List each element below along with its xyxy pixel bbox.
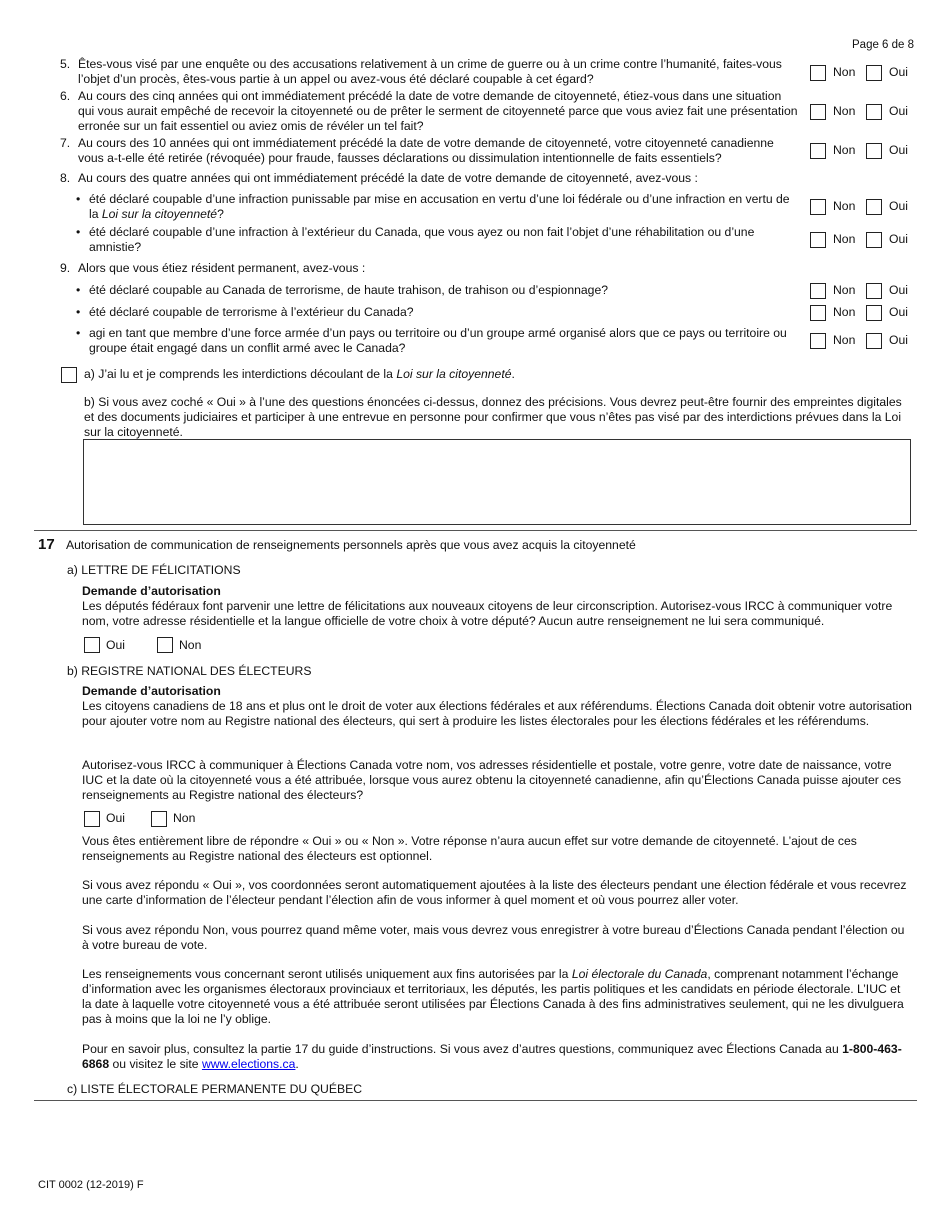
non-label: Non <box>833 104 856 118</box>
subsection-a-text: Les députés fédéraux font parvenir une lettre de félicitations aux nouveaux citoyens de leur circonscription. Autorisez-vous IRCC à communiquer votre nom, votre adresse résidentielle et la langue officielle de votre choix à votre député? Aucun autre renseignement ne lui sera communiqué. <box>82 599 893 628</box>
oui-label: Oui <box>889 65 908 79</box>
question-text: Au cours des cinq années qui ont immédiatement précédé la date de votre demande de citoyenneté, étiez-vous dans une situation qui vous aurait empêché de recevoir la citoyenneté ou de prêter le serment de citoyenneté parce que vous aviez fait une présentation erronée sur un fait essentiel ou aviez omis de révéler un tel fait? <box>78 89 798 133</box>
q9-3-non-checkbox[interactable] <box>810 333 826 349</box>
letter-non-checkbox[interactable] <box>157 637 173 653</box>
non-label: Non <box>833 65 856 79</box>
question-7 <box>60 136 800 166</box>
q9-bullet-3 <box>76 326 791 356</box>
details-textarea[interactable] <box>83 439 911 525</box>
non-label: Non <box>179 638 202 652</box>
q5-non-checkbox[interactable] <box>810 65 826 81</box>
oui-label: Oui <box>889 232 908 246</box>
oui-label: Oui <box>889 104 908 118</box>
q9-1-non-checkbox[interactable] <box>810 283 826 299</box>
q7-oui-checkbox[interactable] <box>866 143 882 159</box>
non-label: Non <box>833 232 856 246</box>
q8-1-non-checkbox[interactable] <box>810 199 826 215</box>
bullet: • <box>76 305 81 319</box>
bullet: • <box>76 225 81 239</box>
non-label: Non <box>833 283 856 297</box>
acknowledge-text: a) J’ai lu et je comprends les interdictions découlant de la Loi sur la citoyenneté. <box>84 367 515 381</box>
non-label: Non <box>833 305 856 319</box>
subsection-c-heading: c) LISTE ÉLECTORALE PERMANENTE DU QUÉBEC <box>67 1082 363 1096</box>
bullet-text: été déclaré coupable de terrorisme à l’extérieur du Canada? <box>89 305 414 319</box>
q8-bullet-2 <box>76 225 791 255</box>
oui-label: Oui <box>106 638 125 652</box>
q8-2-non-checkbox[interactable] <box>810 232 826 248</box>
question-text: Êtes-vous visé par une enquête ou des accusations relativement à un crime de guerre ou à un crime contre l’humanité, faites-vous l’objet d’un procès, êtes-vous partie à un appel ou avez-vous été déclaré coupable à cet égard? <box>78 57 782 86</box>
subsection-a-heading: a) LETTRE DE FÉLICITATIONS <box>67 563 241 577</box>
elections-phone: 1-800-463-6868 <box>82 1042 902 1071</box>
registry-oui-checkbox[interactable] <box>84 811 100 827</box>
non-label: Non <box>833 333 856 347</box>
question-number: 5. <box>60 57 71 71</box>
registry-non-checkbox[interactable] <box>151 811 167 827</box>
question-number: 7. <box>60 136 71 150</box>
subsection-a-subheading: Demande d’autorisation <box>82 584 221 598</box>
bullet: • <box>76 192 81 206</box>
letter-oui-checkbox[interactable] <box>84 637 100 653</box>
elections-website-link[interactable]: www.elections.ca <box>201 1057 296 1071</box>
registry-paragraph-4: Si vous avez répondu « Oui », vos coordonnées seront automatiquement ajoutées à la liste des électeurs pendant une élection fédérale et vous recevrez une carte d’information de l’électeur pendant l’élection afin de vous informer à quel moment et où vous pourrez aller voter. <box>82 878 907 907</box>
q6-non-checkbox[interactable] <box>810 104 826 120</box>
q8-1-oui-checkbox[interactable] <box>866 199 882 215</box>
registry-paragraph-2: Autorisez-vous IRCC à communiquer à Élections Canada votre nom, vos adresses résidentielle et postale, votre genre, votre date de naissance, votre IUC et la date où la citoyenneté vous a été attribuée, lorsque vous aurez obtenu la citoyenneté canadienne, afin qu’Élections Canada puisse ajouter ces renseignements au Registre national des électeurs? <box>82 758 902 802</box>
bullet-text: été déclaré coupable d’une infraction punissable par mise en accusation en vertu d’une loi fédérale ou d’une infraction en vertu de la Loi sur la citoyenneté? <box>89 192 790 221</box>
question-6 <box>60 89 800 134</box>
page-number: Page 6 de 8 <box>852 39 915 51</box>
acknowledge-checkbox[interactable] <box>61 367 77 383</box>
details-instructions: b) Si vous avez coché « Oui » à l’une des questions énoncées ci-dessus, donnez des précisions. Vous devrez peut-être fournir des empreintes digitales et des documents judiciaires et participer à une entrevue en personne pour confirmer que vous n’êtes pas visé par des interdictions prévues dans la Loi sur la citoyenneté. <box>84 395 902 439</box>
q5-oui-checkbox[interactable] <box>866 65 882 81</box>
question-8 <box>60 171 820 186</box>
question-text: Au cours des quatre années qui ont immédiatement précédé la date de votre demande de citoyenneté, avez-vous : <box>78 171 698 185</box>
oui-label: Oui <box>889 283 908 297</box>
subsection-b-heading: b) REGISTRE NATIONAL DES ÉLECTEURS <box>67 664 312 678</box>
q9-2-oui-checkbox[interactable] <box>866 305 882 321</box>
question-number: 8. <box>60 171 71 185</box>
oui-label: Oui <box>889 333 908 347</box>
registry-paragraph-6: Les renseignements vous concernant seront utilisés uniquement aux fins autorisées par la Loi électorale du Canada, comprenant notamment l’échange d’information avec les organismes électoraux provinciaux et territoriaux, les députés, les partis politiques et les candidats en période électorale. L’IUC et la date à laquelle votre citoyenneté vous a été attribuée seront utilisées par Élections Canada à des fins administratives seulement, qui ne les divulguera pas à moins que la loi ne l’y oblige. <box>82 967 904 1026</box>
question-number: 9. <box>60 261 71 275</box>
q9-bullet-2 <box>76 305 791 320</box>
question-text: Alors que vous étiez résident permanent, avez-vous : <box>78 261 366 275</box>
q8-2-oui-checkbox[interactable] <box>866 232 882 248</box>
bullet-text: été déclaré coupable au Canada de terrorisme, de haute trahison, de trahison ou d’espionnage? <box>89 283 609 297</box>
q9-3-oui-checkbox[interactable] <box>866 333 882 349</box>
non-label: Non <box>833 199 856 213</box>
q6-oui-checkbox[interactable] <box>866 104 882 120</box>
non-label: Non <box>833 143 856 157</box>
question-text: Au cours des 10 années qui ont immédiatement précédé la date de votre demande de citoyenneté, votre citoyenneté canadienne vous a-t-elle été retirée (révoquée) pour fraude, fausses déclarations ou dissimulation intentionnelle de faits essentiels? <box>78 136 774 165</box>
registry-paragraph-3: Vous êtes entièrement libre de répondre « Oui » ou « Non ». Votre réponse n’aura aucun effet sur votre demande de citoyenneté. L’ajout de ces renseignements au Registre national des électeurs est optionnel. <box>82 834 857 863</box>
question-9 <box>60 261 800 276</box>
bullet: • <box>76 326 81 340</box>
section-title: Autorisation de communication de renseignements personnels après que vous avez acquis la citoyenneté <box>66 538 636 552</box>
oui-label: Oui <box>889 305 908 319</box>
section-number: 17 <box>38 536 55 553</box>
oui-label: Oui <box>889 143 908 157</box>
registry-paragraph-1: Les citoyens canadiens de 18 ans et plus ont le droit de voter aux élections fédérales et aux référendums. Élections Canada doit obtenir votre autorisation pour ajouter votre nom au Registre national des électeurs, qui sert à produire les listes électorales pour les élections fédérales et les référendums. <box>82 699 912 728</box>
registry-paragraph-5: Si vous avez répondu Non, vous pourrez quand même voter, mais vous devrez vous enregistrer à votre bureau d’Élections Canada pendant l’élection ou à votre bureau de vote. <box>82 923 905 952</box>
q8-bullet-1 <box>76 192 791 222</box>
bullet-text: agi en tant que membre d’une force armée d’un pays ou territoire ou d’un groupe armé organisé alors que ce pays ou territoire ou groupe était engagé dans un conflit armé avec le Canada? <box>89 326 787 355</box>
oui-label: Oui <box>889 199 908 213</box>
section-divider <box>34 1100 917 1101</box>
bullet: • <box>76 283 81 297</box>
q9-2-non-checkbox[interactable] <box>810 305 826 321</box>
question-number: 6. <box>60 89 71 103</box>
oui-label: Oui <box>106 811 125 825</box>
form-code-footer: CIT 0002 (12-2019) F <box>38 1179 144 1191</box>
bullet-text: été déclaré coupable d’une infraction à l’extérieur du Canada, que vous ayez ou non fait l’objet d’une réhabilitation ou d’une amnistie? <box>89 225 755 254</box>
q7-non-checkbox[interactable] <box>810 143 826 159</box>
q9-bullet-1 <box>76 283 791 298</box>
subsection-b-subheading: Demande d’autorisation <box>82 684 221 698</box>
registry-paragraph-7: Pour en savoir plus, consultez la partie 17 du guide d’instructions. Si vous avez d’autres questions, communiquez avec Élections Canada au 1-800-463-6868 ou visitez le site www.elections.ca. <box>82 1042 902 1071</box>
question-5 <box>60 57 800 87</box>
section-divider <box>34 530 917 531</box>
q9-1-oui-checkbox[interactable] <box>866 283 882 299</box>
non-label: Non <box>173 811 196 825</box>
